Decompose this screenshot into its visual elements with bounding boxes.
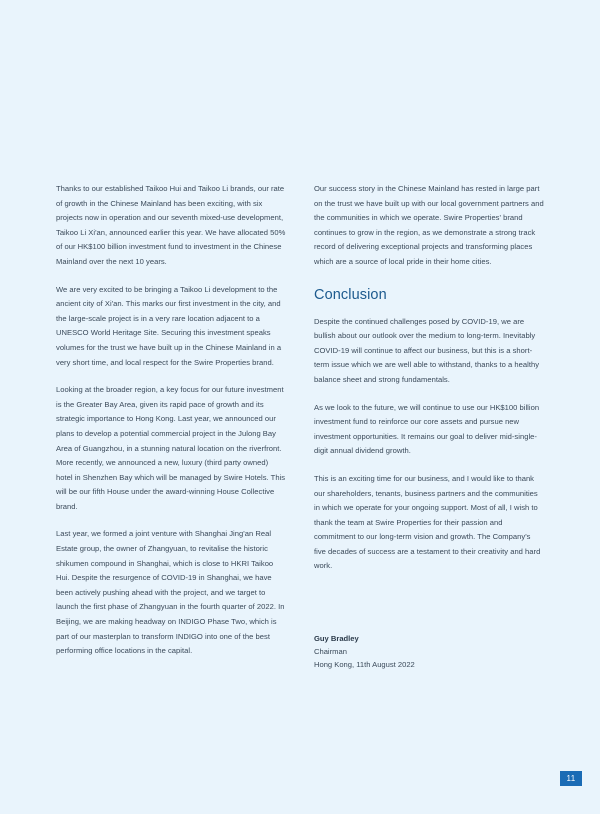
signatory-location-date: Hong Kong, 11th August 2022 bbox=[314, 660, 415, 670]
signatory-name: Guy Bradley bbox=[314, 634, 359, 644]
paragraph-future-investment-fund: As we look to the future, we will continue to use our HK$100 billion investment fund to reinforce our core assets and pursue new investment opportunities. It remains our goal to deliver mid-single-digit annual dividend growth. bbox=[314, 402, 540, 456]
paragraph-greater-bay-area: Looking at the broader region, a key focus for our future investment is the Greater Bay Area, given its rapid pace of growth and its strategic importance to Hong Kong. Last year, we announced our plans to develop a potential commercial project in the Julong Bay Area of Guangzhou, in a stunning natural location on the riverfront. More recently, we announced a new, luxury (third party owned) hotel in Shenzhen Bay which will be managed by Swire Hotels. This will be our fifth House under the award-winning House Collective brand. bbox=[56, 385, 286, 511]
left-column bbox=[56, 182, 286, 659]
paragraph-acknowledgements: This is an exciting time for our business, and I would like to thank our shareholders, tenants, business partners and the communities in which we operate for your ongoing support. Most of all, I wish to thank the team at Swire Properties for their passion and commitment to our long-term vision and growth. The Company's five decades of success are a testament to their creativity and hard work. bbox=[314, 473, 541, 571]
signature-block bbox=[314, 632, 544, 671]
paragraph-shanghai-joint-venture: Last year, we formed a joint venture with Shanghai Jing'an Real Estate group, the owner of Zhangyuan, to revitalise the historic shikumen compound in Shanghai, which is close to HKRI Taikoo Hui. Despite the resurgence of COVID-19 in Shanghai, we have been actively pushing ahead with the project, and we target to launch the first phase of Zhangyuan in the fourth quarter of 2022. In Beijing, we are making headway on INDIGO Phase Two, which is part of our masterplan to transform INDIGO into one of the best performing office locations in the capital. bbox=[56, 529, 285, 656]
paragraph-covid-outlook: Despite the continued challenges posed by COVID-19, we are bullish about our outlook over the medium to long-term. Inevitably COVID-19 will continue to affect our business, but this is a short-term issue which we are well able to withstand, thanks to a healthy balance sheet and strong fundamentals. bbox=[314, 316, 540, 384]
section-heading-conclusion: Conclusion bbox=[314, 286, 387, 303]
right-column bbox=[314, 182, 544, 671]
paragraph-xian-development: We are very excited to be bringing a Taikoo Li development to the ancient city of Xi'an. This marks our first investment in the city, and the large-scale project is in a very rare location adjacent to a UNESCO World Heritage Site. Securing this investment speaks volumes for the trust we have built up in the Chinese Mainland in a very short time, and local respect for the Swire Properties brand. bbox=[56, 284, 282, 367]
signatory-title: Chairman bbox=[314, 647, 347, 657]
two-column-body bbox=[56, 182, 544, 671]
page-number-badge: 11 bbox=[560, 771, 582, 786]
paragraph-success-story: Our success story in the Chinese Mainland has rested in large part on the trust we have built up with our local government partners and the communities in which we operate. Swire Properties' brand continues to grow in the region, as we demonstrate a strong track record of delivering exceptional projects and transforming places which are a source of local pride in their home cities. bbox=[314, 184, 544, 266]
paragraph-taikoo-brands: Thanks to our established Taikoo Hui and Taikoo Li brands, our rate of growth in the Chinese Mainland has been exciting, with six projects now in operation and our seventh mixed-use development, Taikoo Li Xi'an, announced earlier this year. We have allocated 50% of our HK$100 billion investment fund to investment in the Chinese Mainland over the next 10 years. bbox=[56, 184, 286, 266]
